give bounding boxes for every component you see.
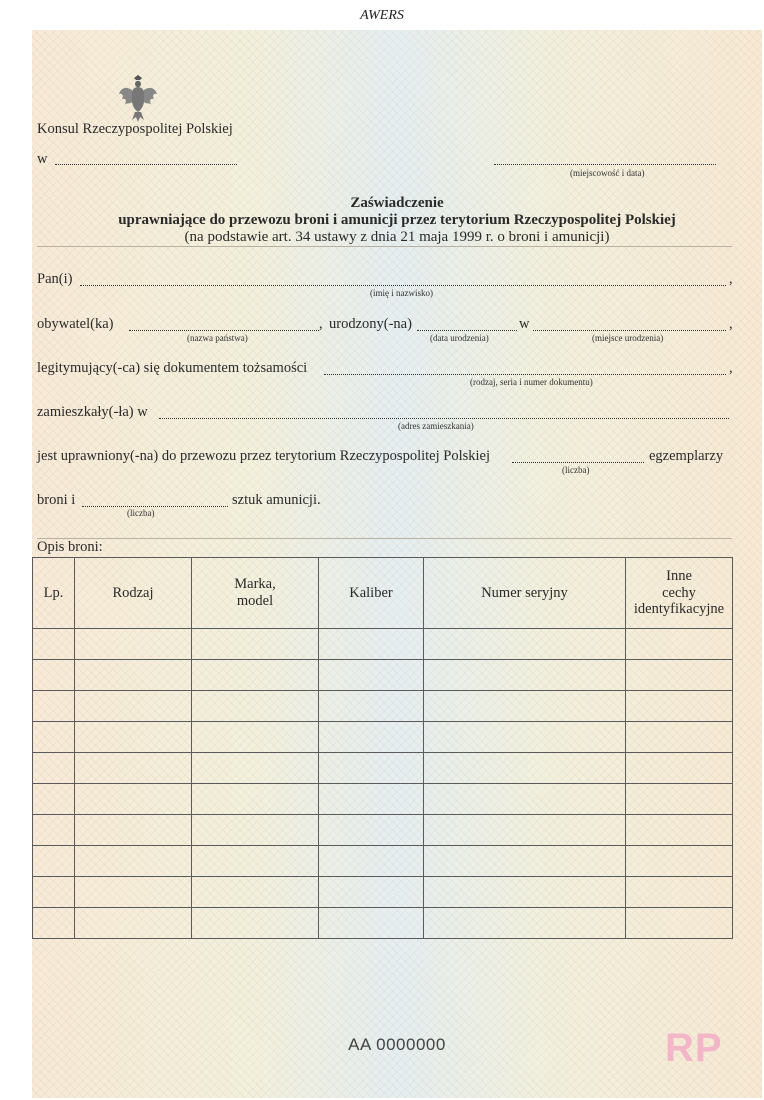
address-dotline[interactable]: [159, 418, 729, 419]
address-label: zamieszkały(-ła) w: [37, 404, 148, 420]
table-row: [33, 753, 733, 784]
rp-watermark: RP: [665, 1026, 723, 1070]
copies-label: egzemplarzy: [649, 448, 724, 464]
citizen-caption: (nazwa państwa): [187, 333, 248, 343]
identity-comma: ,: [729, 360, 733, 376]
header-lp: Lp.: [33, 558, 75, 629]
header-caliber: Kaliber: [319, 558, 424, 629]
header-other: Inne cechy identyfikacyjne: [626, 558, 733, 629]
birthplace-dotline[interactable]: [533, 330, 726, 331]
identity-dotline[interactable]: [324, 374, 726, 375]
birthplace-caption: (miejsce urodzenia): [592, 333, 664, 343]
table-row: [33, 691, 733, 722]
eagle-emblem-icon: [118, 74, 158, 124]
table-row: [33, 660, 733, 691]
ammo-count-caption: (liczba): [127, 508, 155, 518]
place-date-caption: (miejscowość i data): [570, 168, 645, 178]
table-row: [33, 846, 733, 877]
citizen-dotline[interactable]: [129, 330, 319, 331]
header-type: Rodzaj: [75, 558, 192, 629]
identity-caption: (rodzaj, seria i numer dokumentu): [470, 377, 593, 387]
table-header-row: [33, 558, 733, 629]
pan-dotline[interactable]: [80, 285, 726, 286]
pan-comma: ,: [729, 271, 733, 287]
table-row: [33, 784, 733, 815]
document-subtitle: uprawniające do przewozu broni i amunicji przez terytorium Rzeczypospolitej Polskiej: [118, 212, 676, 228]
count-dotline[interactable]: [512, 462, 644, 463]
issuer-label: Konsul Rzeczypospolitej Polskiej: [37, 121, 233, 137]
weapons-table: [32, 557, 733, 939]
address-caption: (adres zamieszkania): [398, 421, 474, 431]
count-caption: (liczba): [562, 465, 590, 475]
header-serial: Numer seryjny: [424, 558, 626, 629]
place-w-label: w: [37, 151, 48, 167]
ammo-label: sztuk amunicji.: [232, 492, 321, 508]
document-title: Zaświadczenie: [350, 195, 444, 211]
ammo-count-dotline[interactable]: [82, 506, 228, 507]
entitled-label: jest uprawniony(-na) do przewozu przez terytorium Rzeczypospolitej Polskiej: [37, 448, 490, 464]
header-make-model: Marka, model: [192, 558, 319, 629]
certificate-sheet: [32, 30, 762, 1098]
place-dotline[interactable]: [55, 164, 237, 165]
citizen-comma: ,: [319, 316, 323, 332]
table-row: [33, 908, 733, 939]
identity-label: legitymujący(-ca) się dokumentem tożsamości: [37, 360, 308, 376]
born-date-dotline[interactable]: [417, 330, 517, 331]
born-caption: (data urodzenia): [430, 333, 489, 343]
table-rule: [37, 538, 732, 539]
citizen-label: obywatel(ka): [37, 316, 114, 332]
table-row: [33, 877, 733, 908]
table-row: [33, 629, 733, 660]
serial-number: AA 0000000: [348, 1035, 446, 1054]
table-row: [33, 722, 733, 753]
pan-caption: (imię i nazwisko): [370, 288, 433, 298]
birthplace-comma: ,: [729, 316, 733, 332]
header-rule: [37, 246, 732, 247]
legal-basis: (na podstawie art. 34 ustawy z dnia 21 maja 1999 r. o broni i amunicji): [184, 229, 610, 245]
born-label: urodzony(-na): [329, 316, 412, 332]
side-label: AWERS: [360, 8, 404, 23]
born-w-label: w: [519, 316, 530, 332]
table-title: Opis broni:: [37, 539, 103, 555]
pan-label: Pan(i): [37, 271, 73, 287]
weapons-label: broni i: [37, 492, 76, 508]
place-date-dotline[interactable]: [494, 164, 716, 165]
table-row: [33, 815, 733, 846]
